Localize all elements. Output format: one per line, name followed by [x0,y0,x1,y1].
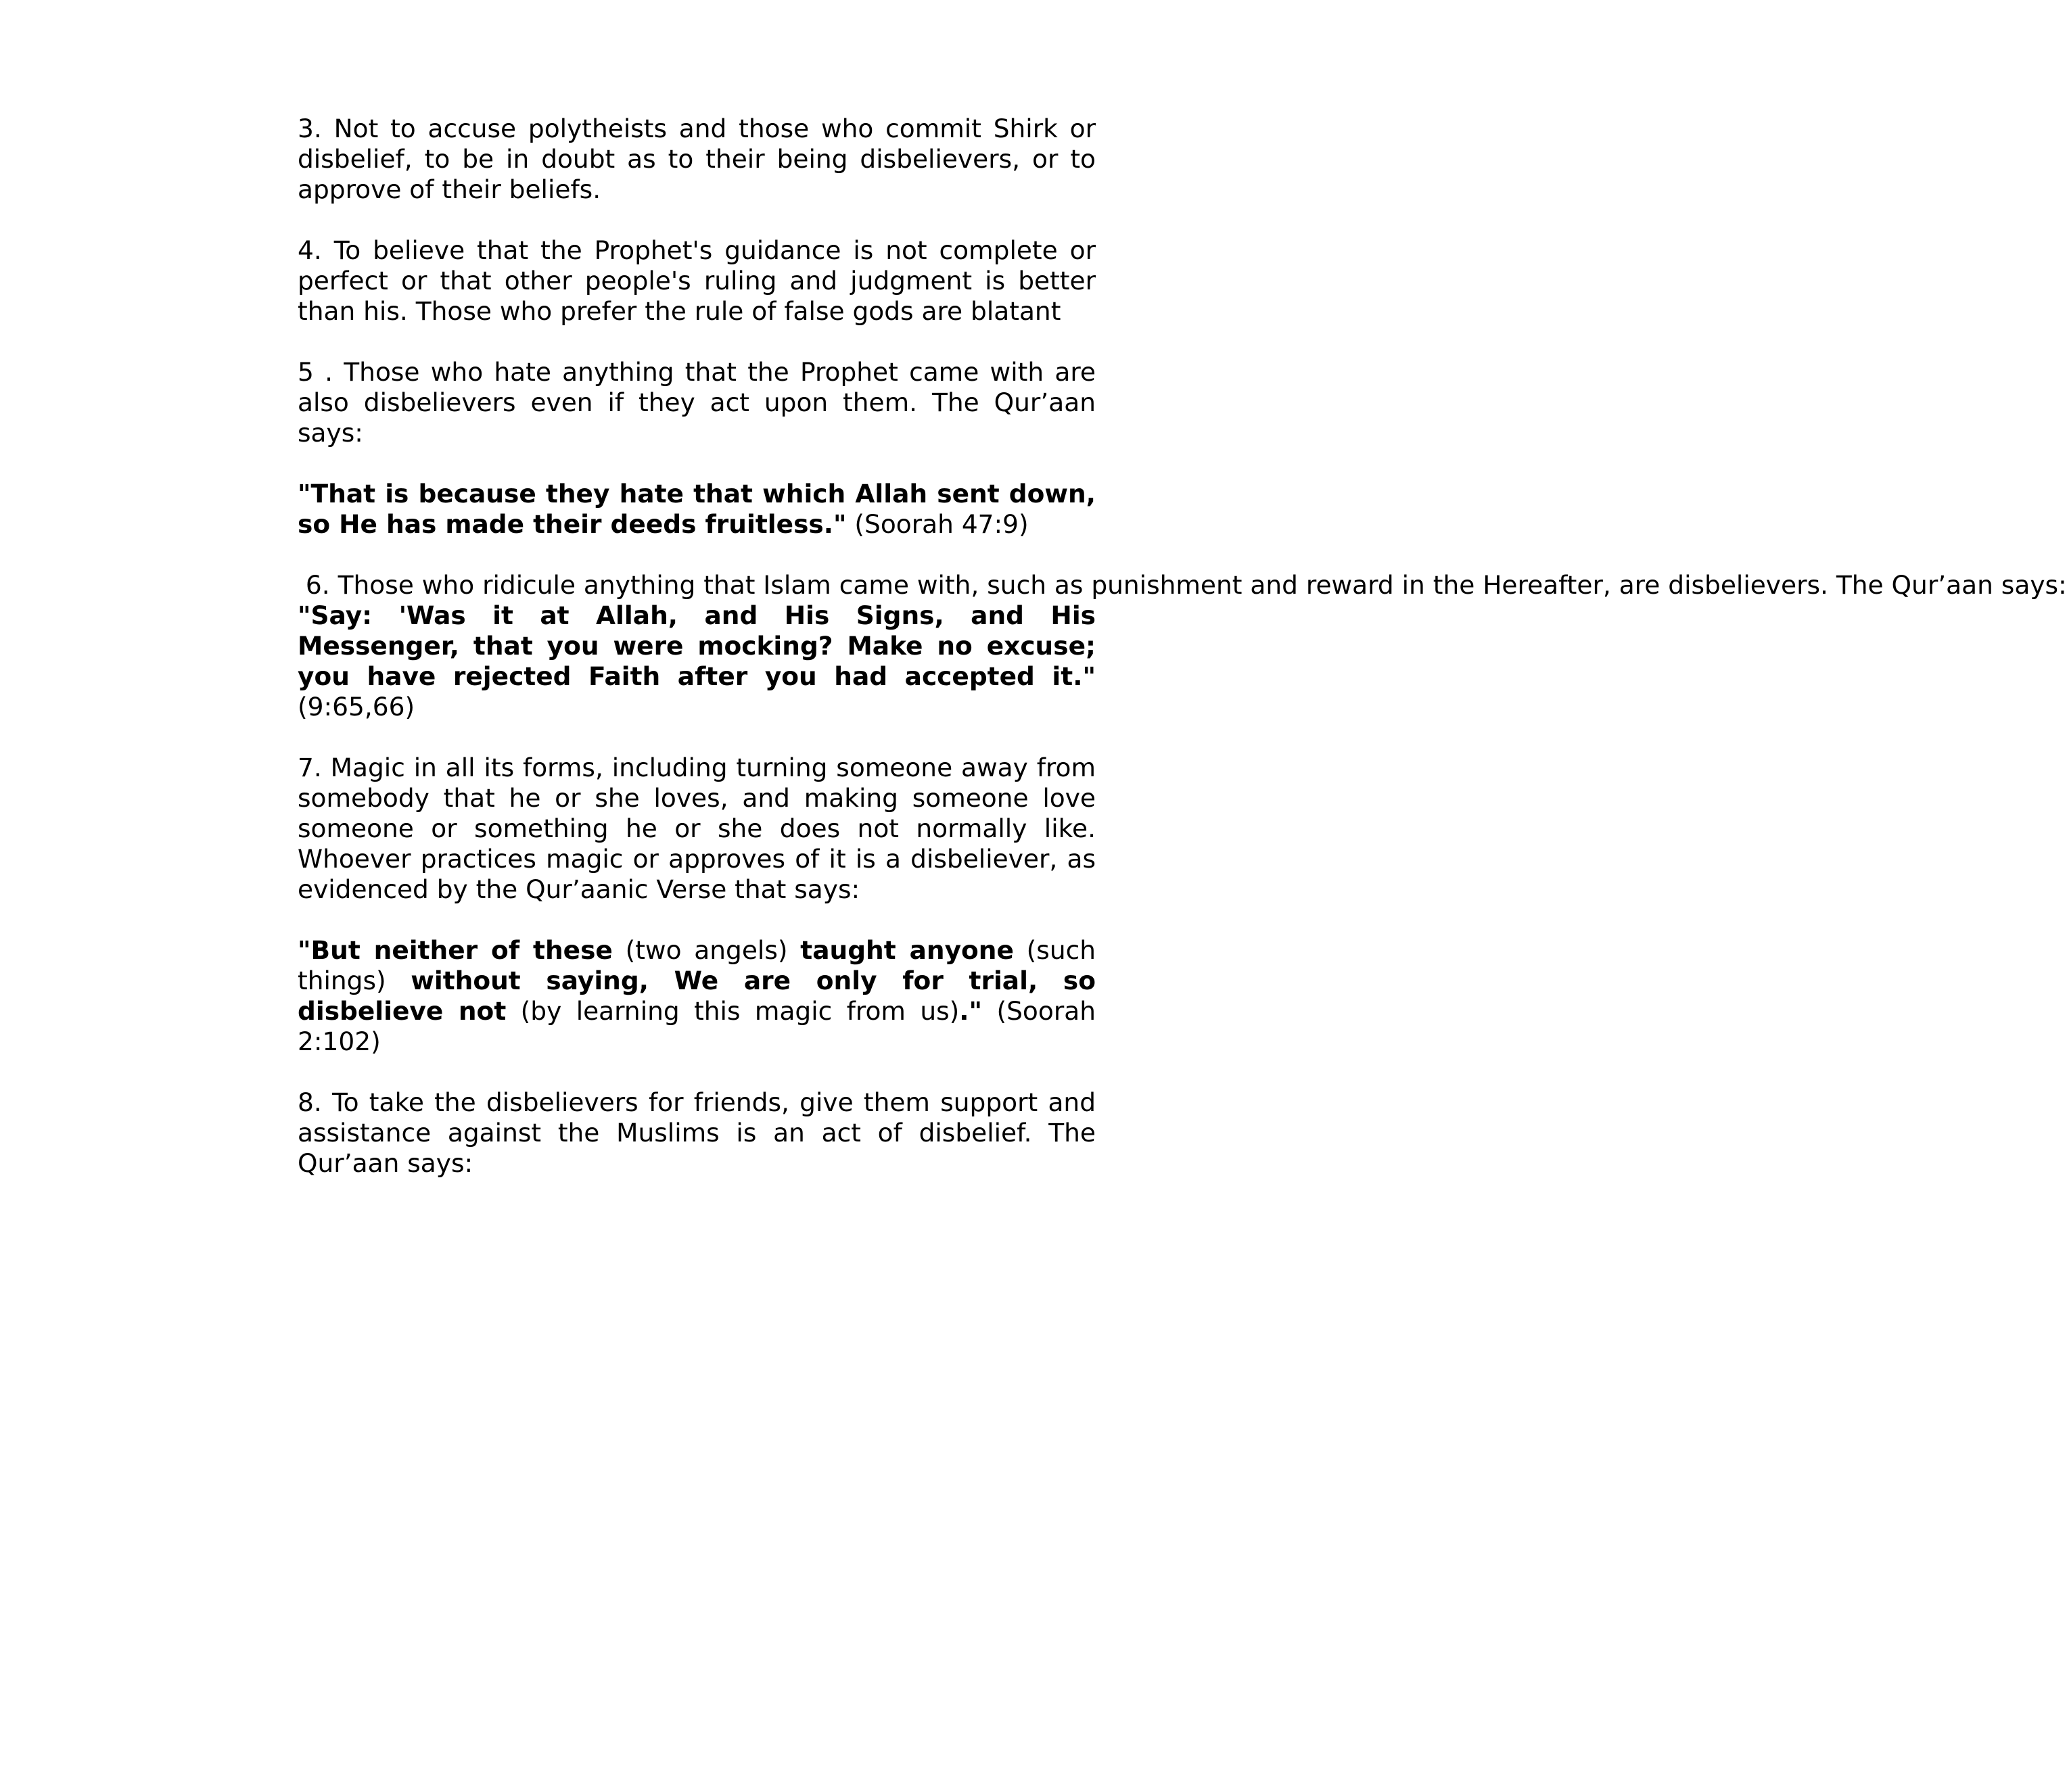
quote-reference: (Soorah 2:102) [298,996,1096,1056]
paragraph-gap [298,722,1096,753]
paragraph-gap [298,327,1096,357]
paragraph-6 [298,570,2067,600]
quote-note-2: (such things) [298,935,1096,995]
quote-2-102 [298,935,1096,1057]
paragraph-7: 7. Magic in all its forms, including turning someone away from somebody that he or she loves, and making someone love someone or something he or she does not normally like. Whoever practices magic or approves of it is a disbeliever, as evidenced by the Qur’aanic Verse that says: [298,753,1096,904]
quote-9-65 [298,600,1096,722]
quote-note-1: (two angels) [612,935,801,965]
paragraph-8: 8. To take the disbelievers for friends, give them support and assistance against the Muslims is an act of disbelief. The Qur’aan says: [298,1087,1096,1178]
paragraph-gap [298,205,1096,235]
quote-reference: (Soorah 47:9) [846,509,1029,539]
paragraph-3: 3. Not to accuse polytheists and those who commit Shirk or disbelief, to be in doubt as to their being disbelievers, or to approve of their beliefs. [298,114,1096,204]
text-column [298,114,2067,1179]
quote-bold-3: without saying, We are only for trial, so disbelieve not [298,966,1096,1026]
paragraph-gap [298,540,1096,570]
quote-reference: (9:65,66) [298,692,415,722]
paragraph-gap [298,1057,1096,1087]
paragraph-5: 5 . Those who hate anything that the Prophet came with are also disbelievers even if they act upon them. The Qur’aan says: [298,357,1096,448]
quote-bold-4: ." [959,996,983,1026]
quote-note-3: (by learning this magic from us) [506,996,960,1026]
quote-47-9 [298,479,1096,540]
paragraph-6-text: 6. Those who ridicule anything that Islam came with, such as punishment and reward in the Hereafter, are disbelievers. The Qur’aan says: [298,570,2067,600]
quote-bold-2: taught anyone [800,935,1014,965]
quote-bold-1: "But neither of these [298,935,613,965]
paragraph-gap [298,905,1096,935]
quote-text: "Say: 'Was it at Allah, and His Signs, and His Messenger, that you were mocking? Make no excuse; you have rejected Faith after you had accepted it." [298,600,1096,691]
paragraph-4: 4. To believe that the Prophet's guidance is not complete or perfect or that other people's ruling and judgment is better than his. Those who prefer the rule of false gods are blatant [298,235,1096,326]
paragraph-gap [298,448,1096,479]
quote-text: "That is because they hate that which Allah sent down, so He has made their deeds fruitless." [298,479,1096,539]
